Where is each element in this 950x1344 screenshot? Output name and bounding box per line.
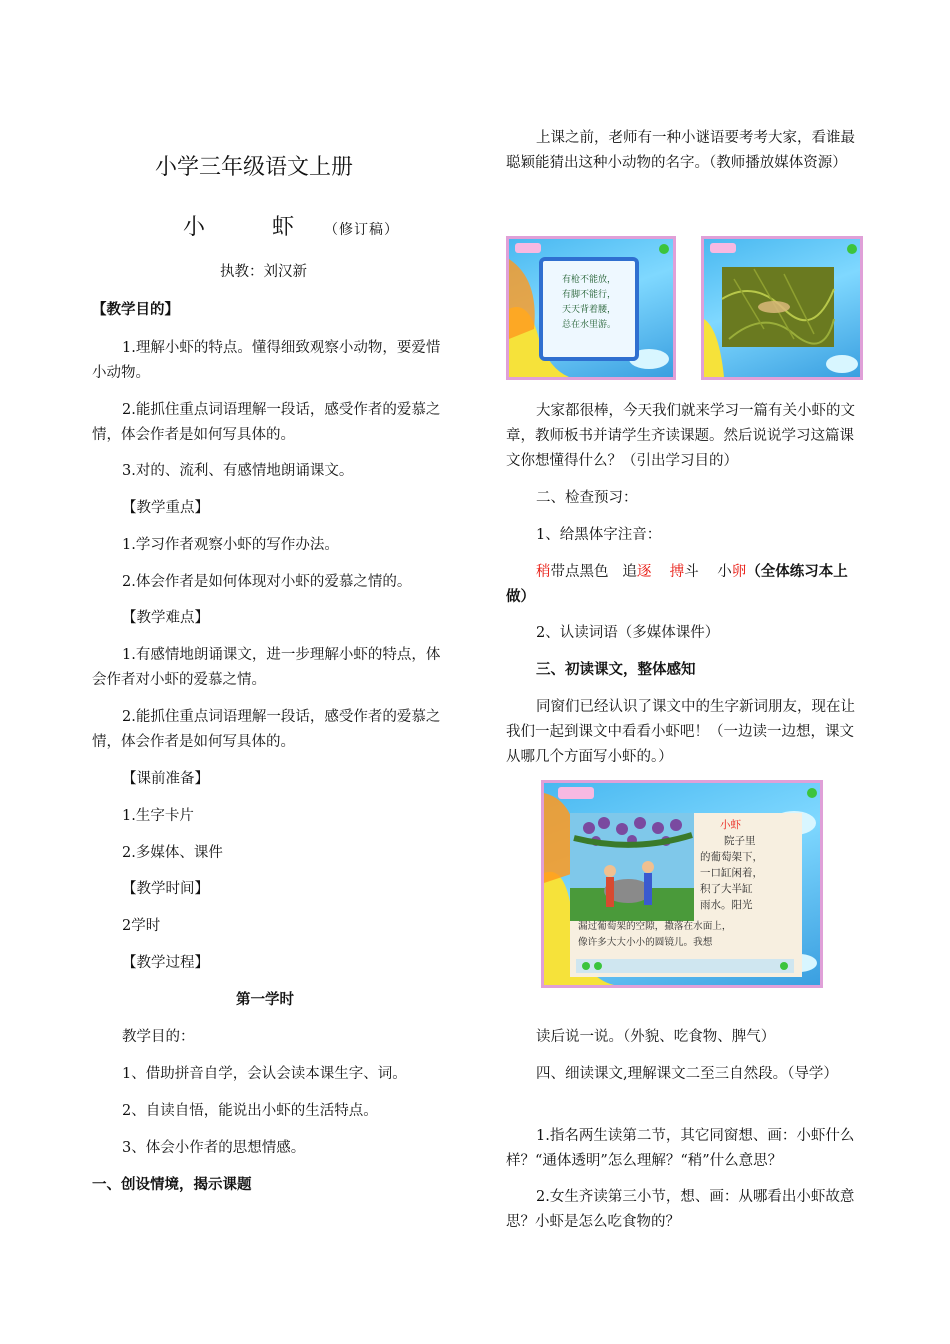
difficulty-item: 1.有感情地朗诵课文，进一步理解小虾的特点，体会作者对小虾的爱慕之情。 [92,647,441,688]
goal-item: 3.对的、流利、有感情地朗诵课文。 [122,463,354,479]
lesson-name: 小 虾 [183,215,324,240]
key-item: 2.体会作者是如何体现对小虾的爱慕之情的。 [122,574,412,590]
word-rest: 小 [717,564,732,580]
slide-line: 积了大半缸 [700,883,753,895]
lesson-note: （修订稿） [324,222,399,238]
riddle-line: 有脚不能行， [561,290,616,300]
key-heading: 【教学重点】 [122,500,209,516]
bold-char: 搏 [669,564,685,580]
riddle-slide-image [506,236,676,380]
slide-decoration [704,239,860,377]
section-heading: 四、细读课文,理解课文二至三自然段。（导学） [536,1066,838,1082]
goals-heading: 【教学目的】 [92,302,179,318]
key-item: 1.学习作者观察小虾的写作办法。 [122,537,339,553]
time-heading: 【教学时间】 [122,881,209,897]
slide-line: 雨水。阳光 [700,899,753,911]
after-read-line: 读后说一说。（外貌、吃食物、脾气） [536,1029,776,1045]
word-rest: 追 [622,564,637,580]
pinyin-words [506,560,858,610]
goal-item: 2.能抓住重点词语理解一段话，感受作者的爱慕之情，体会作者是如何写具体的。 [92,402,441,443]
slide-line: 像许多大大小小的圆镜儿。我想 [578,937,713,948]
time-value: 2学时 [122,918,161,934]
paragraph: 大家都很棒，今天我们就来学习一篇有关小虾的文章，教师板书并请学生齐读课题。然后说说学习这篇课文你想懂得什么？（引出学习目的） [506,403,855,469]
difficulty-item: 2.能抓住重点词语理解一段话，感受作者的爱慕之情，体会作者是如何写具体的。 [92,709,441,750]
text-slide-image [541,780,823,988]
goal-item: 1.理解小虾的特点。懂得细致观察小动物，要爱惜小动物。 [92,340,441,381]
riddle-line: 有枪不能放， [561,275,616,285]
process-heading: 【教学过程】 [122,955,209,971]
slide-title: 小虾 [720,819,741,831]
slide-line: 一口缸闲着， [700,867,763,879]
slide-line: 的葡萄架下， [700,851,763,863]
aim-item: 2、自读自悟，能说出小虾的生活特点。 [122,1103,378,1119]
bold-char: 卵 [731,564,747,580]
word-note: （全体练习本上做） [506,564,848,605]
word-rest: 斗 [684,564,699,580]
lesson-title [183,210,399,241]
riddle-line: 总在水里游。 [561,320,616,330]
check-item: 2、认读词语（多媒体课件） [536,625,720,641]
prep-item: 2.多媒体、课件 [122,845,223,861]
aim-item: 1、借助拼音自学，会认会读本课生字、词。 [122,1066,407,1082]
slide-text-block [700,817,798,913]
intro-paragraph: 上课之前，老师有一种小谜语要考考大家，看谁最聪颖能猜出这种小动物的名字。（教师播放媒体资源） [506,130,855,171]
question-item: 1.指名两生读第二节，其它同窗想、画：小虾什么样？“通体透明”怎么理解？“稍”什么意思？ [506,1128,855,1169]
riddle-line: 天天背着腰， [561,305,616,315]
word-rest: 带点黑色 [550,564,609,580]
aim-item: 3、体会小作者的思想情感。 [122,1140,306,1156]
document-title: 小学三年级语文上册 [155,155,354,180]
section-heading: 三、初读课文，整体感知 [536,662,696,678]
section-heading: 一、创设情境，揭示课题 [92,1177,252,1193]
check-heading: 二、检查预习： [536,490,638,506]
difficulty-heading: 【教学难点】 [122,610,209,626]
riddle-card [539,257,639,361]
aims-label: 教学目的： [122,1029,195,1045]
slide-line: 漏过葡萄架的空隙，撒落在水面上， [578,921,732,932]
bold-char: 稍 [536,564,551,580]
period-title: 第一学时 [236,992,294,1008]
paragraph: 同窗们已经认识了课文中的生字新词朋友，现在让我们一起到课文中看看小虾吧！（一边读一边想，课文从哪几个方面写小虾的。） [506,699,855,765]
prep-item: 1.生字卡片 [122,808,194,824]
question-item: 2.女生齐读第三小节，想、画：从哪看出小虾故意思？小虾是怎么吃食物的？ [506,1189,855,1230]
teacher-line: 执教：刘汉新 [220,264,307,280]
slide-bottom-text [578,919,798,951]
bold-char: 逐 [636,564,652,580]
check-item: 1、给黑体字注音： [536,527,662,543]
shrimp-photo-slide-image [701,236,863,380]
prep-heading: 【课前准备】 [122,771,209,787]
slide-line: 院子里 [724,835,756,847]
